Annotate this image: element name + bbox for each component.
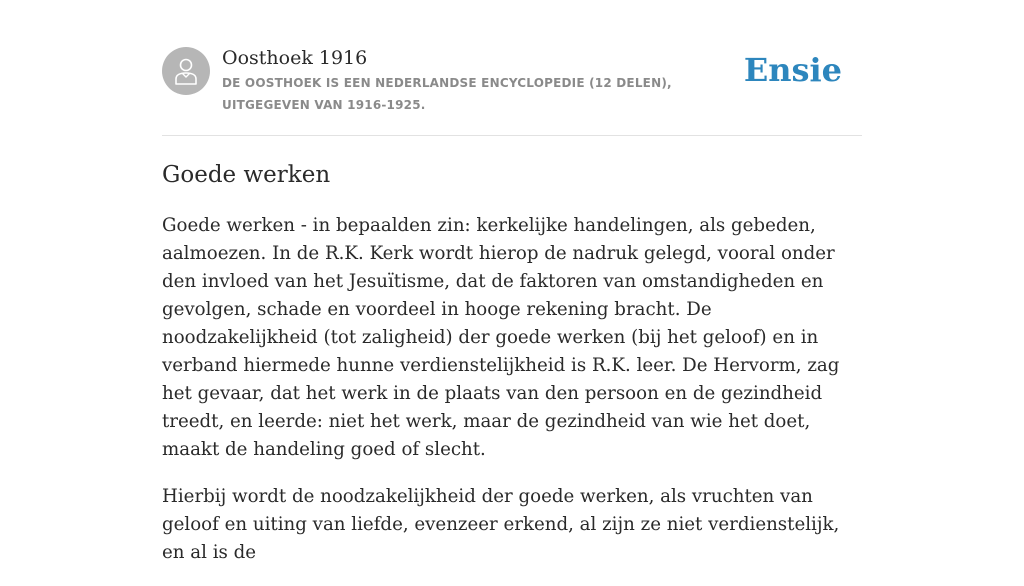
article-title: Goede werken [162, 162, 331, 188]
avatar[interactable] [162, 47, 210, 95]
source-header [162, 46, 862, 136]
source-title[interactable]: Oosthoek 1916 [222, 47, 368, 69]
header-divider [162, 135, 862, 136]
user-silhouette-icon [174, 57, 198, 85]
article-paragraph: Hierbij wordt de noodzakelijkheid der goede werken, als vruchten van geloof en uiting van liefde, evenzeer erkend, al zijn ze niet verdienstelijk, en al is de [162, 486, 840, 563]
article-body [162, 212, 864, 586]
source-description: DE OOSTHOEK IS EEN NEDERLANDSE ENCYCLOPEDIE (12 DELEN), UITGEGEVEN VAN 1916-1925. [222, 76, 672, 112]
article-paragraph: Goede werken - in bepaalden zin: kerkelijke handelingen, als gebeden, aalmoezen. In de R.K. Kerk wordt hierop de nadruk gelegd, vooral onder den invloed van het Jesuïtisme, dat de faktoren van omstandigheden en gevolgen, schade en voordeel in hooge rekening bracht. De noodzakelijkheid (tot zaligheid) der goede werken (bij het geloof) en in verband hiermede hunne verdienstelijkheid is R.K. leer. De Hervorm, zag het gevaar, dat het werk in de plaats van den persoon en de gezindheid treedt, en leerde: niet het werk, maar de gezindheid van wie het doet, maakt de handeling goed of slecht. [162, 215, 840, 460]
ensie-logo[interactable]: Ensie [743, 51, 842, 89]
